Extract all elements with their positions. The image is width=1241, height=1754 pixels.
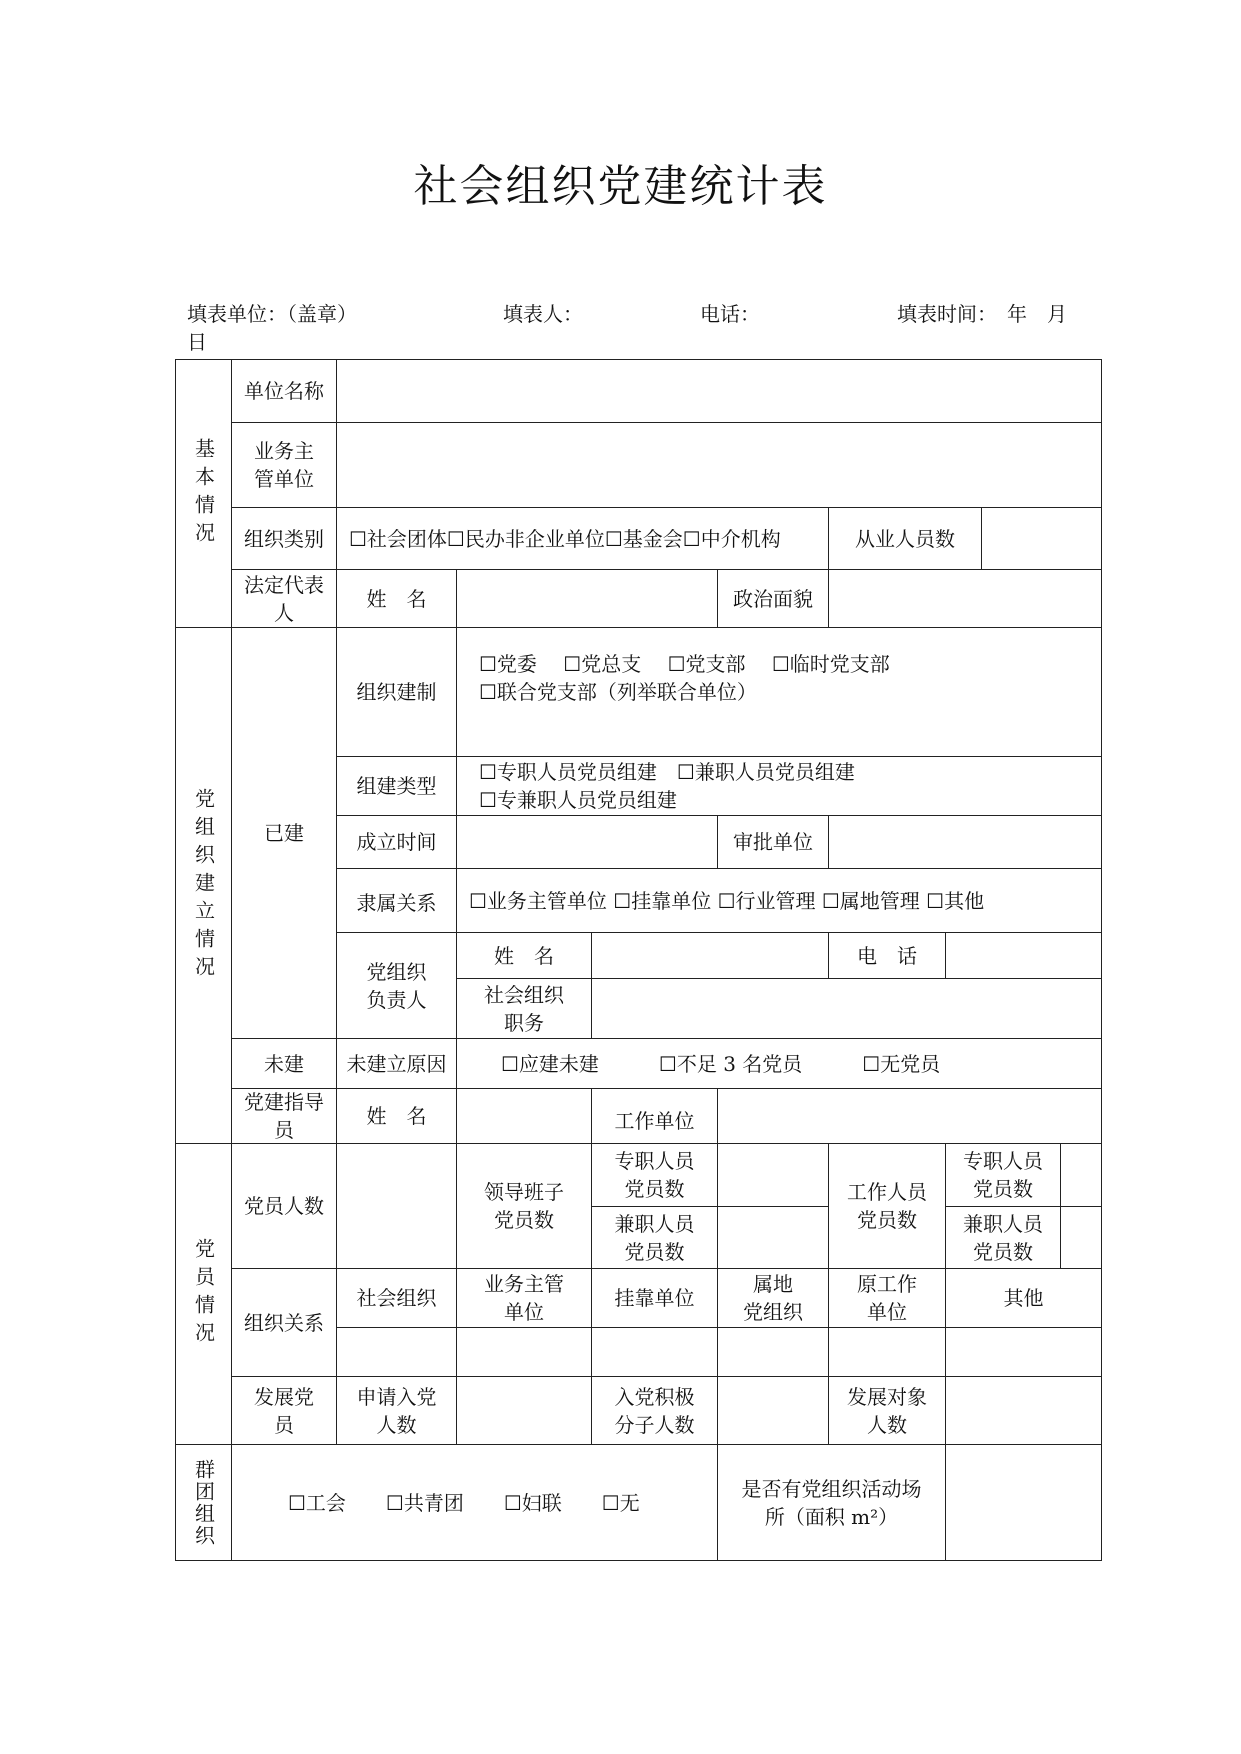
label-line: 法定代表 xyxy=(244,572,324,597)
label-leader xyxy=(336,932,457,1039)
structure-options[interactable] xyxy=(456,627,1102,757)
label-org-relation: 组织关系 xyxy=(231,1268,337,1377)
label-local-org xyxy=(717,1268,829,1328)
label-line: 属地 xyxy=(753,1272,793,1296)
label-staff-count: 从业人员数 xyxy=(828,507,982,570)
header-phone: 电话： xyxy=(700,302,760,326)
label-line: 人数 xyxy=(376,1412,417,1437)
field-attached-unit[interactable] xyxy=(591,1327,718,1377)
field-rep-name[interactable] xyxy=(456,569,718,628)
field-established[interactable] xyxy=(456,815,718,869)
label-line: 员 xyxy=(274,1118,294,1142)
label-line: 负责人 xyxy=(366,987,427,1012)
label-line: 原工作 xyxy=(857,1272,917,1296)
label-line: 职务 xyxy=(504,1010,544,1035)
field-leader-phone[interactable] xyxy=(945,932,1102,979)
header-unit: 填表单位：（盖章） xyxy=(187,302,357,326)
field-activists[interactable] xyxy=(717,1376,829,1445)
field-approval[interactable] xyxy=(828,815,1102,869)
label-line: 党员数 xyxy=(624,1239,685,1264)
affiliation-options[interactable]: ☐业务主管单位 ☐挂靠单位 ☐行业管理 ☐属地管理 ☐其他 xyxy=(456,868,1102,933)
label-supervisor-unit xyxy=(456,1268,592,1328)
header-time: 填表时间： 年 月 xyxy=(897,302,1067,326)
label-line: 业务主 xyxy=(254,439,314,463)
header-day: 日 xyxy=(187,330,207,354)
label-line: 专职人员 xyxy=(614,1149,695,1173)
label-established: 成立时间 xyxy=(336,815,457,869)
label-line: 入党积极 xyxy=(614,1384,695,1409)
field-unit-name[interactable] xyxy=(336,359,1102,423)
field-social-org[interactable] xyxy=(336,1327,457,1377)
label-build-type: 组建类型 xyxy=(336,756,457,816)
field-local-org[interactable] xyxy=(717,1327,829,1377)
field-staff-fulltime[interactable] xyxy=(1060,1143,1102,1207)
label-line: 党组织 xyxy=(366,959,427,984)
field-lead-fulltime[interactable] xyxy=(717,1143,829,1207)
section-members: 党员情况 xyxy=(175,1143,232,1445)
label-legal-rep xyxy=(231,569,337,628)
label-line: 党员数 xyxy=(857,1208,917,1232)
label-leader-position xyxy=(456,978,592,1039)
label-develop xyxy=(231,1376,337,1445)
field-member-count[interactable] xyxy=(336,1143,457,1269)
label-political: 政治面貌 xyxy=(717,569,829,628)
section-basic: 基本情况 xyxy=(175,359,232,628)
label-candidates xyxy=(828,1376,946,1445)
label-built: 已建 xyxy=(231,627,337,1039)
label-line: 人 xyxy=(274,600,294,625)
label-lead-parttime xyxy=(591,1206,718,1269)
label-line: 发展对象 xyxy=(847,1384,927,1409)
field-supervisor-unit[interactable] xyxy=(456,1327,592,1377)
field-instructor-name[interactable] xyxy=(456,1088,592,1144)
label-staff-parttime xyxy=(945,1206,1061,1269)
label-line: 单位 xyxy=(867,1300,907,1324)
label-affiliation: 隶属关系 xyxy=(336,868,457,933)
label-applicants xyxy=(336,1376,457,1445)
label-reason: 未建立原因 xyxy=(336,1038,457,1089)
field-original-unit[interactable] xyxy=(828,1327,946,1377)
label-approval: 审批单位 xyxy=(717,815,829,869)
label-leader-phone: 电 话 xyxy=(828,932,946,979)
label-activists xyxy=(591,1376,718,1445)
field-lead-parttime[interactable] xyxy=(717,1206,829,1269)
label-line: 党员数 xyxy=(973,1177,1033,1201)
label-line: 党组织 xyxy=(743,1300,803,1324)
header-person: 填表人： xyxy=(503,302,583,326)
label-supervisor xyxy=(231,422,337,508)
page-title: 社会组织党建统计表 xyxy=(413,161,828,212)
field-staff-count[interactable] xyxy=(981,507,1102,570)
label-other: 其他 xyxy=(945,1268,1102,1328)
field-candidates[interactable] xyxy=(945,1376,1102,1445)
build-type-options[interactable] xyxy=(456,756,1102,816)
label-work-unit: 工作单位 xyxy=(591,1088,718,1144)
option-line: ☐专职人员党员组建 ☐兼职人员党员组建 xyxy=(479,760,855,784)
label-line: 专职人员 xyxy=(963,1149,1043,1173)
field-leader-name[interactable] xyxy=(591,932,829,979)
label-staff-fulltime xyxy=(945,1143,1061,1207)
field-work-unit[interactable] xyxy=(717,1088,1102,1144)
label-leadership xyxy=(456,1143,592,1269)
mass-options[interactable]: ☐工会 ☐共青团 ☐妇联 ☐无 xyxy=(231,1444,718,1561)
label-rep-name: 姓 名 xyxy=(336,569,457,628)
label-line: 党员数 xyxy=(973,1239,1033,1264)
field-venue[interactable] xyxy=(945,1444,1102,1561)
label-staff-members xyxy=(828,1143,946,1269)
label-line: 人数 xyxy=(867,1412,907,1437)
field-staff-parttime[interactable] xyxy=(1060,1206,1102,1269)
label-line: 兼职人员 xyxy=(614,1211,695,1236)
label-line: 兼职人员 xyxy=(963,1211,1043,1236)
label-attached-unit: 挂靠单位 xyxy=(591,1268,718,1328)
label-line: 分子人数 xyxy=(614,1412,695,1437)
field-supervisor[interactable] xyxy=(336,422,1102,508)
label-instructor xyxy=(231,1088,337,1144)
label-line: 党员数 xyxy=(624,1177,685,1201)
label-lead-fulltime xyxy=(591,1143,718,1207)
label-instructor-name: 姓 名 xyxy=(336,1088,457,1144)
field-applicants[interactable] xyxy=(456,1376,592,1445)
field-leader-position[interactable] xyxy=(591,978,1102,1039)
label-line: 党建指导 xyxy=(244,1090,324,1114)
label-social-org: 社会组织 xyxy=(336,1268,457,1328)
label-line: 员 xyxy=(274,1412,294,1437)
label-line: 业务主管 xyxy=(484,1272,564,1296)
label-leader-name: 姓 名 xyxy=(456,932,592,979)
label-line: 领导班子 xyxy=(484,1180,564,1204)
label-line: 发展党 xyxy=(254,1384,314,1409)
label-line: 党员数 xyxy=(494,1208,554,1232)
label-line: 所（面积 m²） xyxy=(764,1504,899,1529)
section-mass: 群团组织 xyxy=(175,1444,232,1561)
reason-options[interactable]: ☐应建未建 ☐不足 3 名党员 ☐无党员 xyxy=(456,1038,1102,1089)
label-line: 管单位 xyxy=(254,467,314,491)
label-structure: 组织建制 xyxy=(336,627,457,757)
org-type-options[interactable]: ☐社会团体☐民办非企业单位☐基金会☐中介机构 xyxy=(336,507,829,570)
field-other[interactable] xyxy=(945,1327,1102,1377)
label-line: 社会组织 xyxy=(484,982,564,1007)
label-not-built: 未建 xyxy=(231,1038,337,1089)
label-line: 是否有党组织活动场 xyxy=(741,1476,922,1501)
label-member-count: 党员人数 xyxy=(231,1143,337,1269)
label-venue xyxy=(717,1444,946,1561)
label-org-type: 组织类别 xyxy=(231,507,337,570)
label-original-unit xyxy=(828,1268,946,1328)
section-party-org: 党组织建立情况 xyxy=(175,627,232,1144)
label-line: 单位 xyxy=(504,1300,544,1324)
label-line: 申请入党 xyxy=(356,1384,437,1409)
label-unit-name: 单位名称 xyxy=(231,359,337,423)
label-line: 工作人员 xyxy=(847,1180,927,1204)
field-political[interactable] xyxy=(828,569,1102,628)
option-line: ☐党委 ☐党总支 ☐党支部 ☐临时党支部 xyxy=(479,652,890,676)
option-line: ☐专兼职人员党员组建 xyxy=(479,788,677,812)
option-line: ☐联合党支部（列举联合单位） xyxy=(479,680,757,704)
